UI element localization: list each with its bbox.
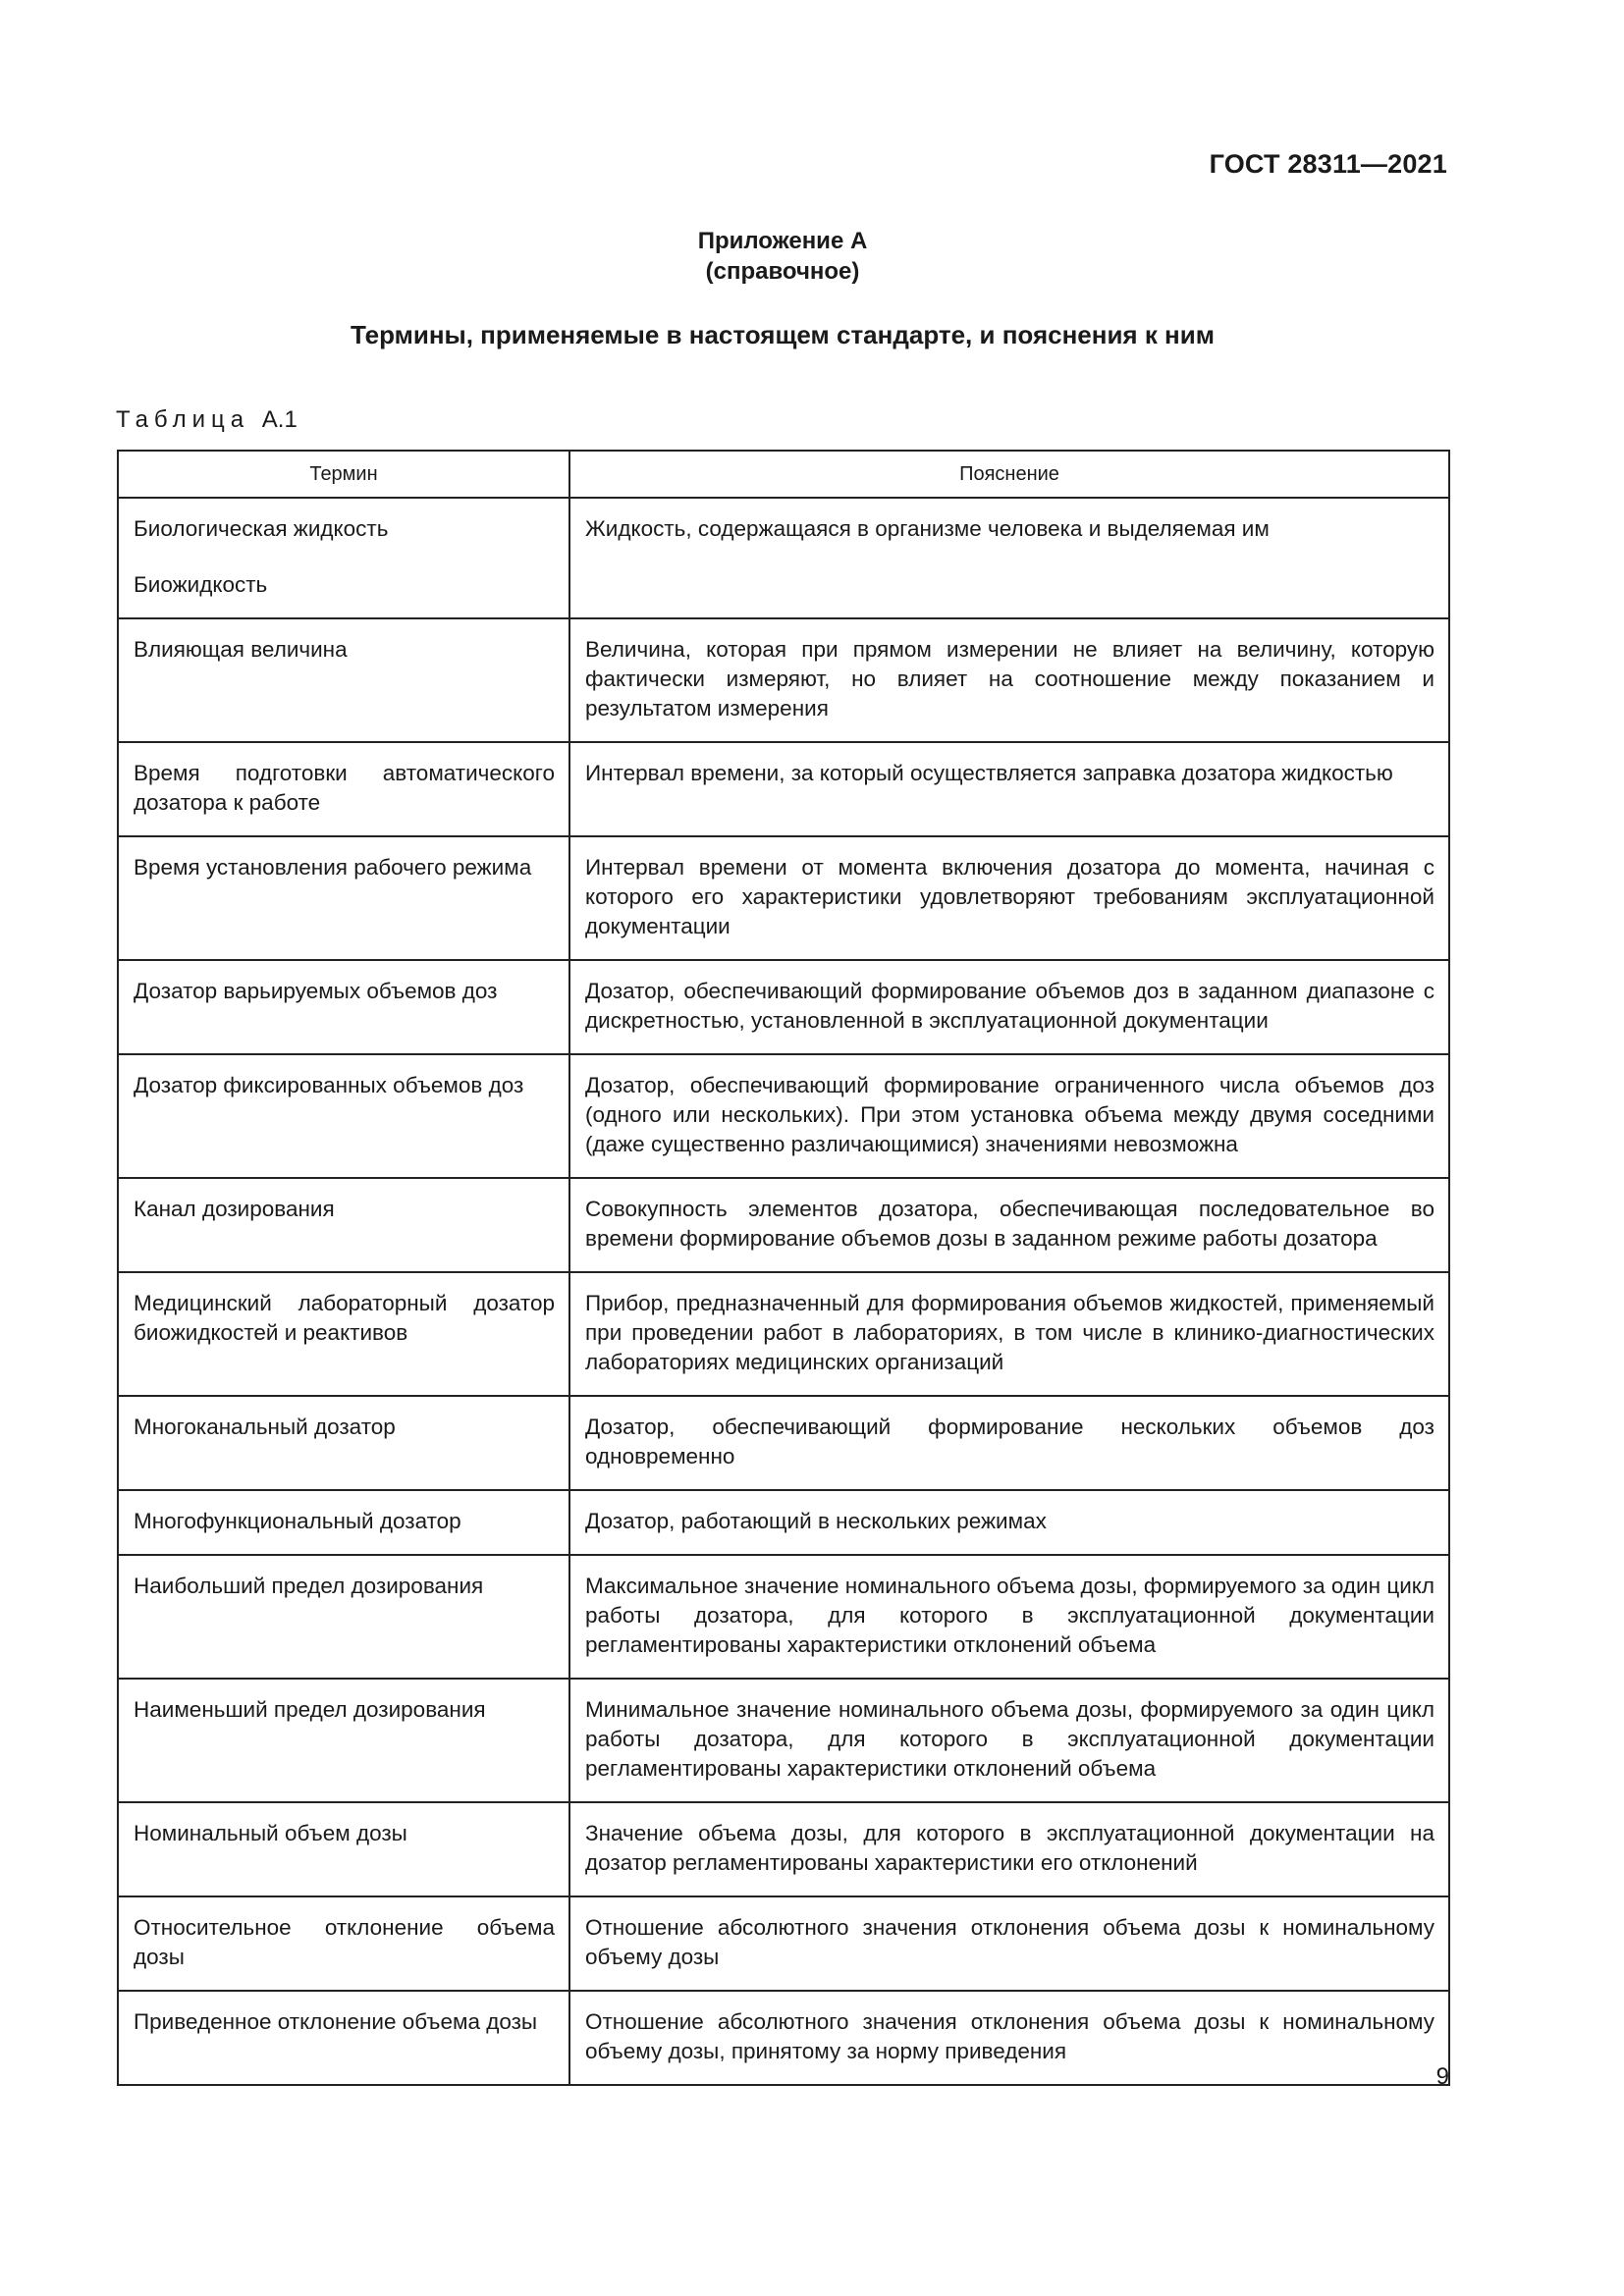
term-cell (118, 1490, 569, 1555)
term-cell (118, 498, 569, 618)
table-row (118, 1272, 1449, 1396)
term-cell (118, 1802, 569, 1896)
table-row (118, 1991, 1449, 2085)
table-row (118, 960, 1449, 1054)
table-caption-number: А.1 (261, 406, 298, 433)
term-text: Дозатор варьируемых объемов доз (134, 979, 498, 1003)
explanation-cell: Совокупность элементов дозатора, обеспечивающая последовательное во времени формирование объемов дозы в заданном режиме работы дозатора (569, 1178, 1449, 1272)
explanation-cell: Дозатор, обеспечивающий формирование нескольких объемов доз одновременно (569, 1396, 1449, 1490)
table-row (118, 1490, 1449, 1555)
term-text: Наибольший предел дозирования (134, 1574, 484, 1598)
term-text: Влияющая величина (134, 637, 348, 662)
term-cell (118, 960, 569, 1054)
table-caption-word: Таблица (116, 406, 250, 433)
document-code: ГОСТ 28311—2021 (1209, 149, 1447, 179)
explanation-cell: Дозатор, работающий в нескольких режимах (569, 1490, 1449, 1555)
table-row (118, 1054, 1449, 1178)
explanation-cell: Отношение абсолютного значения отклонения объема дозы к номинальному объему дозы (569, 1896, 1449, 1991)
term-text: Наименьший предел дозирования (134, 1697, 486, 1722)
term-cell (118, 1991, 569, 2085)
page-number: 9 (1435, 2063, 1449, 2090)
term-text: Дозатор фиксированных объемов доз (134, 1073, 524, 1097)
table-body (118, 498, 1449, 2085)
term-cell (118, 1054, 569, 1178)
table-row (118, 618, 1449, 742)
table-row (118, 1396, 1449, 1490)
table-header-row (118, 451, 1449, 498)
term-cell (118, 742, 569, 836)
explanation-cell: Прибор, предназначенный для формирования объемов жидкостей, применяемый при проведении работ в лабораториях, в том числе в клинико-диагностических лабораториях медицинских организаций (569, 1272, 1449, 1396)
term-cell (118, 836, 569, 960)
explanation-cell: Дозатор, обеспечивающий формирование объемов доз в заданном диапазоне с дискретностью, установленной в эксплуатационной документации (569, 960, 1449, 1054)
term-cell (118, 1272, 569, 1396)
terms-table (117, 450, 1450, 2086)
term-text: Номинальный объем дозы (134, 1821, 407, 1845)
appendix-subtitle: (справочное) (705, 258, 860, 285)
table-caption (116, 406, 298, 434)
term-text: Приведенное отклонение объема дозы (134, 2009, 538, 2034)
term-text: Медицинский лабораторный дозатор биожидкостей и реактивов (134, 1291, 555, 1345)
explanation-cell: Жидкость, содержащаяся в организме человека и выделяемая им (569, 498, 1449, 618)
table-row (118, 1555, 1449, 1679)
term-text: Время установления рабочего режима (134, 855, 532, 880)
explanation-cell: Значение объема дозы, для которого в эксплуатационной документации на дозатор регламентированы характеристики его отклонений (569, 1802, 1449, 1896)
table-row (118, 836, 1449, 960)
term-cell (118, 1679, 569, 1802)
term-text: Многоканальный дозатор (134, 1415, 396, 1439)
table-row (118, 742, 1449, 836)
column-header-term: Термин (118, 451, 569, 498)
table-row (118, 498, 1449, 618)
term-text: Относительное отклонение объема дозы (134, 1915, 555, 1969)
table-row (118, 1896, 1449, 1991)
term-text: Многофункциональный дозатор (134, 1509, 461, 1533)
explanation-cell: Интервал времени, за который осуществляется заправка дозатора жидкостью (569, 742, 1449, 836)
term-text: Биожидкость (134, 572, 268, 597)
explanation-cell: Интервал времени от момента включения дозатора до момента, начиная с которого его характеристики удовлетворяют требованиям эксплуатационной документации (569, 836, 1449, 960)
term-text: Время подготовки автоматического дозатора к работе (134, 761, 555, 815)
explanation-cell: Минимальное значение номинального объема дозы, формируемого за один цикл работы дозатора, для которого в эксплуатационной документации регламентированы характеристики отклонений объема (569, 1679, 1449, 1802)
table-row (118, 1802, 1449, 1896)
table-row (118, 1679, 1449, 1802)
term-cell (118, 618, 569, 742)
explanation-cell: Максимальное значение номинального объема дозы, формируемого за один цикл работы дозатора, для которого в эксплуатационной документации регламентированы характеристики отклонений объема (569, 1555, 1449, 1679)
appendix-title: Приложение А (697, 228, 868, 254)
appendix-heading (0, 226, 1565, 287)
term-text: Биологическая жидкость (134, 516, 389, 541)
term-cell (118, 1896, 569, 1991)
term-cell (118, 1178, 569, 1272)
column-header-explanation: Пояснение (569, 451, 1449, 498)
term-text: Канал дозирования (134, 1197, 335, 1221)
section-title: Термины, применяемые в настоящем стандарте, и пояснения к ним (351, 320, 1215, 349)
term-cell (118, 1396, 569, 1490)
explanation-cell: Дозатор, обеспечивающий формирование ограниченного числа объемов доз (одного или нескольких). При этом установка объема между двумя соседними (даже существенно различающимися) значениями невозможна (569, 1054, 1449, 1178)
table-row (118, 1178, 1449, 1272)
term-cell (118, 1555, 569, 1679)
explanation-cell: Отношение абсолютного значения отклонения объема дозы к номинальному объему дозы, принятому за норму приведения (569, 1991, 1449, 2085)
explanation-cell: Величина, которая при прямом измерении не влияет на величину, которую фактически измеряют, но влияет на соотношение между показанием и результатом измерения (569, 618, 1449, 742)
